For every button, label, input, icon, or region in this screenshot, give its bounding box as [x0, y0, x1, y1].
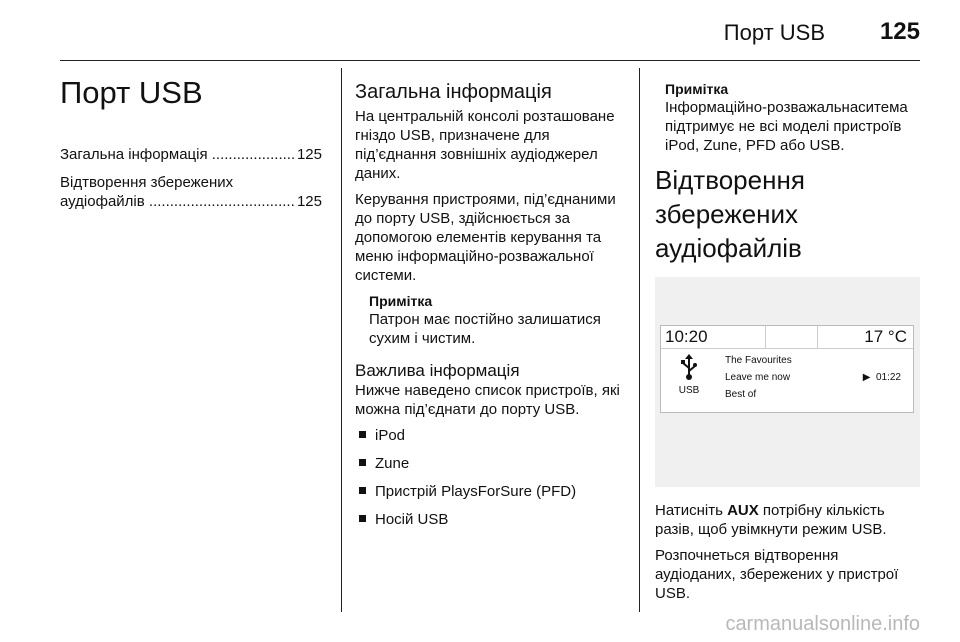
toc-entry-text: Загальна інформація ..... — [60, 145, 295, 164]
aux-button-label: AUX — [727, 502, 759, 519]
list-item: Zune — [355, 454, 630, 473]
temperature-readout: 17 °C — [864, 327, 907, 346]
status-divider — [765, 326, 766, 348]
note-block — [369, 292, 630, 348]
section-heading-general: Загальна інформація — [355, 81, 552, 103]
paragraph: Розпочнеться відтворення аудіоданих, збережених у пристрої USB. — [655, 547, 899, 602]
screen-status-bar — [661, 326, 913, 349]
usb-label: USB — [678, 385, 700, 396]
list-item: iPod — [355, 426, 630, 445]
toc-entry-page: 125 — [296, 146, 322, 163]
chapter-title: Порт USB — [60, 75, 203, 110]
elapsed-time: 01:22 — [875, 372, 901, 383]
running-header-title: Порт USB — [723, 20, 825, 45]
track-item: Best of — [725, 389, 757, 400]
list-item: Носій USB — [355, 510, 630, 529]
display-illustration — [655, 277, 920, 487]
infotainment-screen — [660, 325, 914, 413]
toc-entry-page: 125 — [296, 193, 322, 210]
header-rule — [60, 60, 920, 61]
column-divider-2 — [639, 68, 640, 612]
track-list — [725, 352, 905, 403]
watermark: carmanualsonline.info — [725, 613, 920, 635]
paragraph: Керування пристроями, під’єднаними до порту USB, здійснюється за допомогою елементів керування та меню інформаційно-розважальної системи. — [355, 191, 616, 284]
right-column — [655, 80, 920, 610]
left-column — [60, 75, 322, 220]
usb-source-indicator — [669, 354, 709, 396]
track-item: The Favourites — [725, 355, 792, 366]
paragraph: На центральній консолі розташоване гніздо USB, призначене для під’єднання зовнішніх аудіоджерел даних. — [355, 108, 615, 182]
paragraph: Натисніть AUX потрібну кількість разів, щоб увімкнути режим USB. — [655, 502, 887, 538]
playback-status — [863, 369, 901, 386]
section-heading-important: Важлива інформація — [355, 361, 520, 380]
toc-entry-playback[interactable] — [60, 173, 322, 211]
play-icon: ▶ — [862, 372, 871, 383]
track-item: Leave me now ▶ 01:22 — [725, 369, 905, 386]
paragraph: Нижче наведено список пристроїв, які можна під’єднати до порту USB. — [355, 382, 620, 418]
usb-icon — [680, 354, 698, 380]
section-heading-playback: Відтворення збережених аудіофайлів — [655, 165, 805, 263]
toc-entry-text-line1: Відтворення збережених — [60, 174, 234, 191]
status-divider — [817, 326, 818, 348]
note-title: Примітка — [665, 81, 729, 97]
list-item: Пристрій PlaysForSure (PFD) — [355, 482, 630, 501]
note-text: Патрон має постійно залишатися сухим і чистим. — [369, 311, 601, 347]
toc-entry-general[interactable] — [60, 145, 322, 164]
toc-entry-text: аудіофайлів ..... — [60, 192, 295, 211]
device-list — [355, 426, 630, 529]
note-text: Інформаційно-розважальнаситема підтримує не всі моделі пристроїв iPod, Zune, PFD або USB. — [665, 99, 908, 154]
note-block — [665, 80, 920, 155]
page-number: 125 — [879, 18, 920, 45]
middle-column — [355, 80, 630, 538]
column-divider-1 — [341, 68, 342, 612]
note-title: Примітка — [369, 293, 433, 309]
clock-readout: 10:20 — [665, 327, 708, 346]
